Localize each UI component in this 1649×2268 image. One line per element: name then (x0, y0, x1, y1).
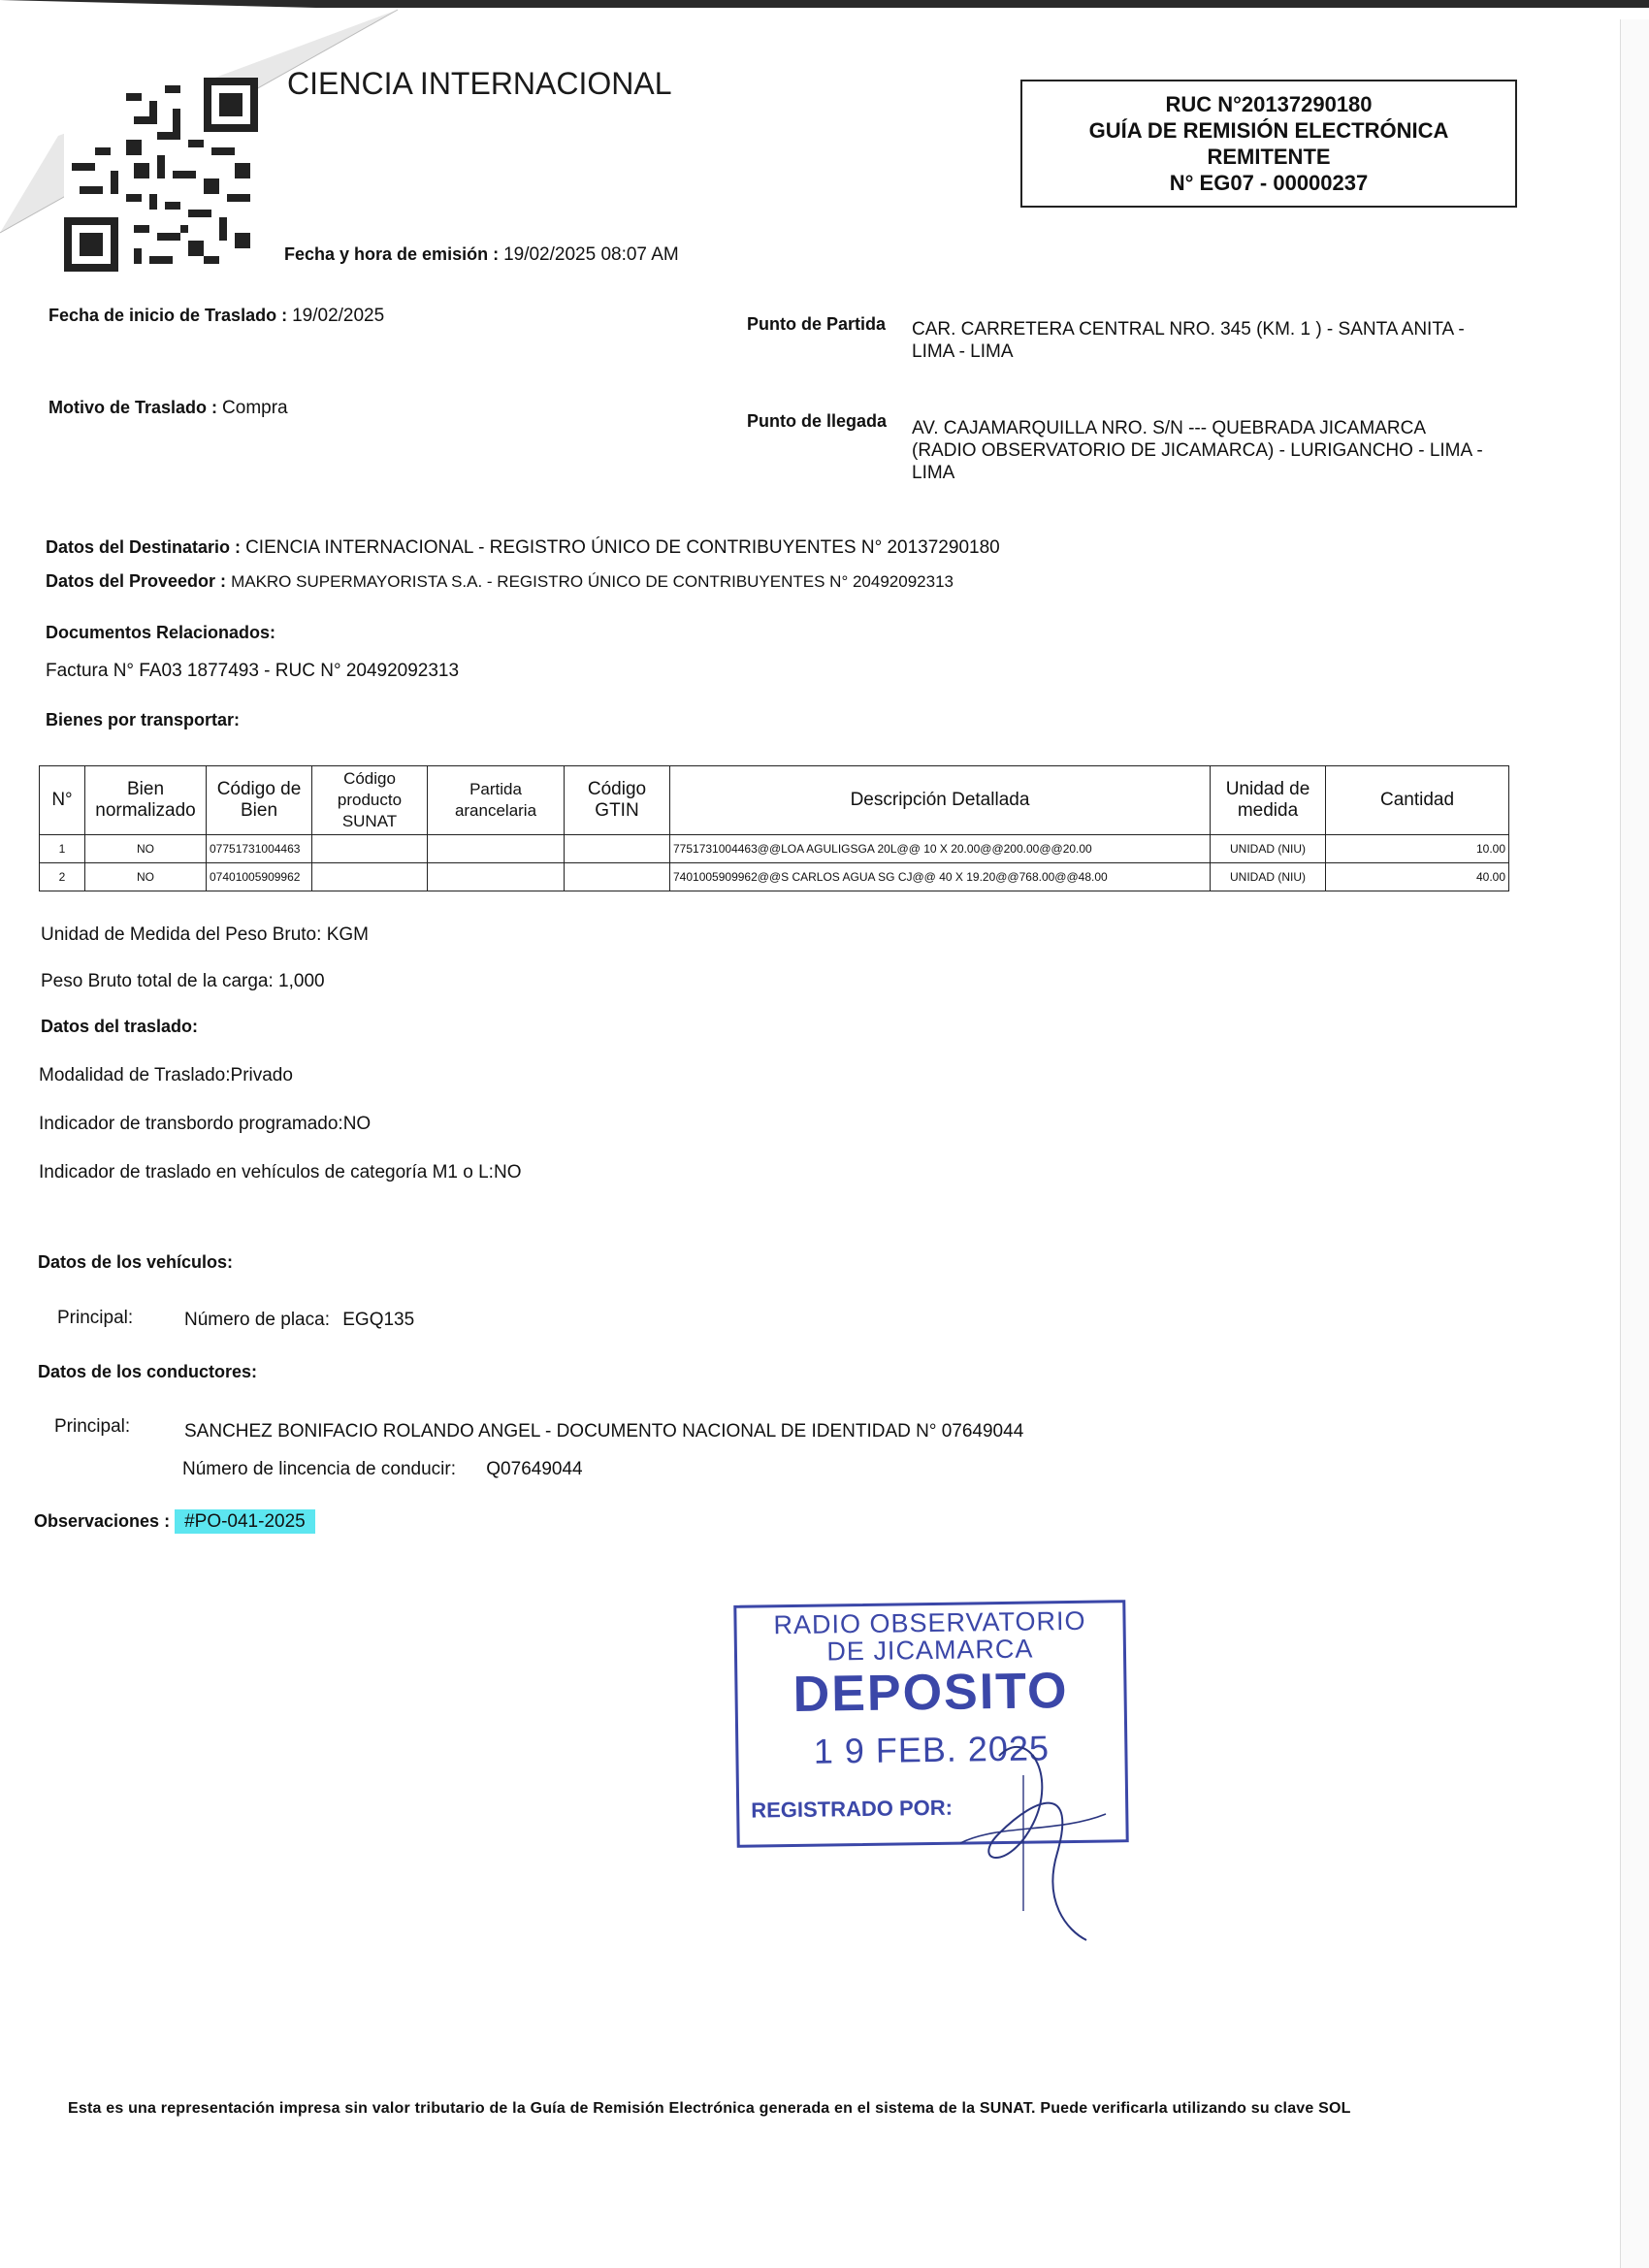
stamp-line-1: RADIO OBSERVATORIO (773, 1605, 1086, 1640)
inicio-row (48, 306, 384, 327)
peso-total-row (41, 971, 325, 992)
ruc-number: RUC N°20137290180 (1165, 92, 1373, 116)
col-codigo-bien: Código de Bien (207, 766, 312, 835)
cell-gtin (565, 863, 670, 891)
col-bien-normalizado: Bien normalizado (85, 766, 207, 835)
adjacent-page-edge (1620, 19, 1649, 2268)
table-row (40, 835, 1509, 863)
modalidad-row (39, 1065, 293, 1086)
vehiculo-placa-row (184, 1310, 414, 1331)
cell-partida (428, 835, 565, 863)
document-number: N° EG07 - 00000237 (1169, 171, 1369, 195)
inicio-label: Fecha de inicio de Traslado : (48, 306, 288, 325)
documentos-value: Factura N° FA03 1877493 - RUC N° 20492092313 (46, 661, 460, 681)
traslado-label: Datos del traslado: (41, 1017, 199, 1036)
licencia-label: Número de lincencia de conducir: (182, 1459, 456, 1479)
signature (941, 1717, 1116, 1950)
licencia-value: Q07649044 (486, 1459, 583, 1479)
destinatario-row (46, 537, 1000, 559)
proveedor-label: Datos del Proveedor : (46, 571, 227, 591)
conductor-licencia-row (182, 1459, 583, 1480)
vehiculo-role: Principal: (57, 1308, 134, 1328)
col-n: N° (40, 766, 85, 835)
emision-label: Fecha y hora de emisión : (284, 244, 500, 264)
cell-n: 2 (40, 863, 85, 891)
conductores-label: Datos de los conductores: (38, 1362, 258, 1381)
company-name: CIENCIA INTERNACIONAL (287, 66, 672, 101)
items-table-header (40, 766, 1509, 835)
peso-unidad-value: KGM (326, 924, 369, 945)
observaciones-row (34, 1511, 315, 1533)
modalidad-value: Privado (230, 1065, 293, 1085)
emision-row (284, 244, 679, 266)
cell-unidad: UNIDAD (NIU) (1211, 835, 1326, 863)
transbordo-row (39, 1114, 371, 1135)
partida-value (912, 318, 1465, 363)
motivo-value: Compra (222, 398, 288, 418)
motivo-row (48, 398, 288, 419)
llegada-label: Punto de llegada (747, 411, 888, 431)
partida-label: Punto de Partida (747, 314, 887, 334)
inicio-value: 19/02/2025 (292, 306, 385, 326)
cell-codigo-bien: 07751731004463 (207, 835, 312, 863)
conductor-name: SANCHEZ BONIFACIO ROLANDO ANGEL - DOCUMENTO NACIONAL DE IDENTIDAD N° 07649044 (184, 1421, 1024, 1442)
stamp-date: 1 9 FEB. 2025 (813, 1728, 1051, 1771)
table-row (40, 863, 1509, 891)
transbordo-value: NO (342, 1114, 372, 1134)
bienes-label: Bienes por transportar: (46, 710, 241, 729)
partida-line-2: LIMA - LIMA (912, 341, 1014, 362)
placa-label: Número de placa: (184, 1310, 330, 1330)
cell-codigo-sunat (312, 863, 428, 891)
peso-unidad-row (41, 924, 369, 946)
document-subtype: REMITENTE (1207, 145, 1331, 169)
cell-descripcion: 7751731004463@@LOA AGULIGSGA 20L@@ 10 X 20.00@@200.00@@20.00 (670, 835, 1211, 863)
items-table (39, 765, 1509, 891)
col-partida-arancelaria: Partida arancelaria (428, 766, 565, 835)
peso-unidad-label: Unidad de Medida del Peso Bruto: (41, 924, 322, 945)
placa-value: EGQ135 (342, 1310, 415, 1330)
transbordo-label: Indicador de transbordo programado: (39, 1114, 343, 1134)
peso-total-value: 1,000 (278, 971, 325, 991)
proveedor-value: MAKRO SUPERMAYORISTA S.A. - REGISTRO ÚNICO DE CONTRIBUYENTES N° 20492092313 (231, 572, 954, 591)
col-codigo-sunat: Código producto SUNAT (312, 766, 428, 835)
emision-value: 19/02/2025 08:07 AM (503, 244, 679, 265)
partida-line-1: CAR. CARRETERA CENTRAL NRO. 345 (KM. 1 ) - SANTA ANITA - (912, 319, 1465, 340)
cell-bien-normalizado: NO (85, 835, 207, 863)
proveedor-row (46, 571, 954, 592)
cell-cantidad: 40.00 (1326, 863, 1509, 891)
observaciones-value: #PO-041-2025 (175, 1509, 315, 1534)
observaciones-label: Observaciones : (34, 1511, 171, 1531)
cell-n: 1 (40, 835, 85, 863)
cell-gtin (565, 835, 670, 863)
categoria-row (39, 1162, 521, 1183)
llegada-line-3: LIMA (912, 463, 955, 483)
modalidad-label: Modalidad de Traslado: (39, 1065, 231, 1085)
cell-bien-normalizado: NO (85, 863, 207, 891)
col-codigo-gtin: Código GTIN (565, 766, 670, 835)
llegada-value (912, 417, 1483, 484)
conductor-role: Principal: (54, 1416, 131, 1437)
destinatario-label: Datos del Destinatario : (46, 537, 242, 557)
cell-descripcion: 7401005909962@@S CARLOS AGUA SG CJ@@ 40 X 19.20@@768.00@@48.00 (670, 863, 1211, 891)
stamp-deposito: DEPOSITO (792, 1663, 1069, 1723)
llegada-line-1: AV. CAJAMARQUILLA NRO. S/N --- QUEBRADA JICAMARCA (912, 418, 1426, 438)
col-descripcion: Descripción Detallada (670, 766, 1211, 835)
peso-total-label: Peso Bruto total de la carga: (41, 971, 274, 991)
categoria-value: NO (493, 1162, 522, 1183)
qr-code (64, 78, 258, 272)
cell-codigo-bien: 07401005909962 (207, 863, 312, 891)
vehiculos-label: Datos de los vehículos: (38, 1252, 234, 1272)
col-unidad: Unidad de medida (1211, 766, 1326, 835)
documentos-label: Documentos Relacionados: (46, 623, 276, 642)
llegada-line-2: (RADIO OBSERVATORIO DE JICAMARCA) - LURIGANCHO - LIMA - (912, 440, 1483, 461)
destinatario-value: CIENCIA INTERNACIONAL - REGISTRO ÚNICO DE CONTRIBUYENTES N° 20137290180 (245, 537, 1000, 558)
stamp-registrado: REGISTRADO POR: (751, 1795, 954, 1823)
cell-codigo-sunat (312, 835, 428, 863)
cell-cantidad: 10.00 (1326, 835, 1509, 863)
ruc-box (1020, 80, 1517, 208)
document-type: GUÍA DE REMISIÓN ELECTRÓNICA (1088, 118, 1449, 143)
stamp-line-2: DE JICAMARCA (826, 1634, 1034, 1667)
categoria-label: Indicador de traslado en vehículos de categoría M1 o L: (39, 1162, 494, 1183)
footer-disclaimer: Esta es una representación impresa sin valor tributario de la Guía de Remisión Electrónica generada en el sistema de la SUNAT. Puede verificarla utilizando su clave SOL (68, 2100, 1351, 2117)
cell-unidad: UNIDAD (NIU) (1211, 863, 1326, 891)
cell-partida (428, 863, 565, 891)
motivo-label: Motivo de Traslado : (48, 398, 218, 417)
col-cantidad: Cantidad (1326, 766, 1509, 835)
